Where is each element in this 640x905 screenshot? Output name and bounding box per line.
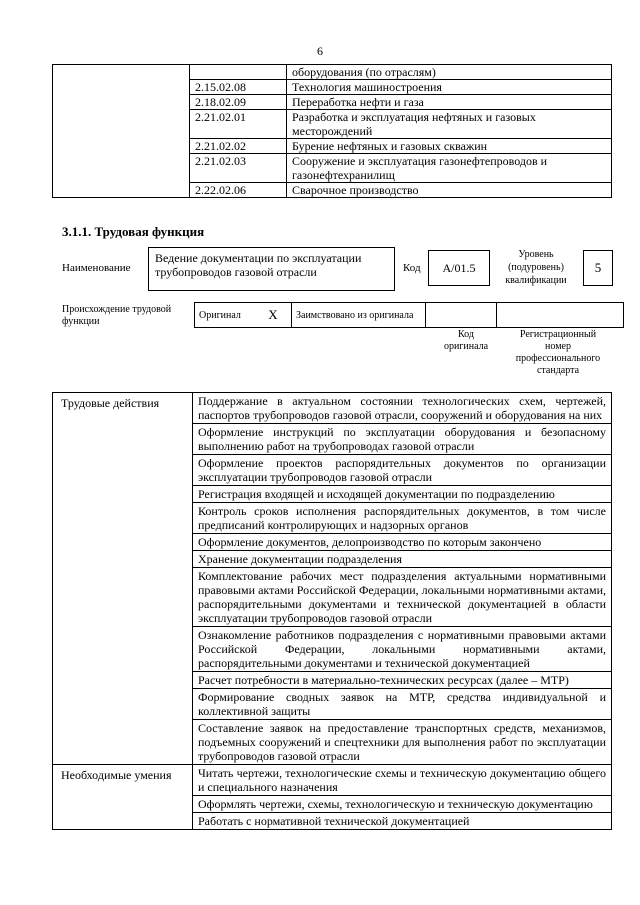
borrowed-label: Заимствовано из оригинала — [292, 303, 426, 328]
original-mark: X — [255, 303, 292, 328]
page-number: 6 — [317, 44, 323, 58]
labor-action-item: Ознакомление работников подразделения с нормативными правовыми актами Российской Федерации, локальными нормативными актами, распорядительными документами и технической документацией — [193, 627, 612, 672]
code-cell: 2.21.02.03 — [190, 154, 287, 183]
registration-number-cell — [497, 303, 624, 328]
table-row — [53, 765, 612, 796]
skill-item: Работать с нормативной технической документацией — [193, 813, 612, 830]
skills-label: Необходимые умения — [53, 765, 193, 830]
origin-label: Происхождение трудовой функции — [62, 304, 172, 327]
labor-action-item: Хранение документации подразделения — [193, 551, 612, 568]
level-label: Уровень (подуровень) квалификации — [505, 249, 567, 286]
name-cell: Переработка нефти и газа — [287, 95, 612, 110]
labor-action-item: Комплектование рабочих мест подразделения актуальными нормативными правовыми актами Российской Федерации, локальными нормативными актами, распорядительными документами и технической документацией в области эксплуатации трубопроводов газовой отрасли — [193, 568, 612, 627]
table-row — [53, 65, 612, 80]
skill-item: Читать чертежи, технологические схемы и техническую документацию общего и специального назначения — [193, 765, 612, 796]
labor-action-item: Оформление проектов распорядительных документов по организации эксплуатации трубопроводов газовой отрасли — [193, 455, 612, 486]
labor-action-item: Оформление инструкций по эксплуатации оборудования и безопасному выполнению работ на трубопроводах газовой отрасли — [193, 424, 612, 455]
code-cell: 2.21.02.01 — [190, 110, 287, 139]
labor-actions-label: Трудовые действия — [53, 393, 193, 765]
empty-label-cell — [53, 65, 190, 198]
origin-table — [194, 302, 624, 328]
original-label: Оригинал — [195, 303, 256, 328]
code-label: Код — [403, 262, 421, 274]
labor-action-item: Составление заявок на предоставление транспортных средств, механизмов, подъемных сооружений и спецтехники для выполнения работ по эксплуатации трубопроводов газовой отрасли — [193, 720, 612, 765]
skill-item: Оформлять чертежи, схемы, технологическую и техническую документацию — [193, 796, 612, 813]
labor-action-item: Расчет потребности в материально-технических ресурсах (далее – МТР) — [193, 672, 612, 689]
section-heading: 3.1.1. Трудовая функция — [62, 224, 205, 239]
labor-action-item: Регистрация входящей и исходящей документации по подразделению — [193, 486, 612, 503]
education-codes-table — [52, 64, 612, 198]
labor-action-item: Оформление документов, делопроизводство по которым закончено — [193, 534, 612, 551]
name-cell: Сварочное производство — [287, 183, 612, 198]
name-cell: Разработка и эксплуатация нефтяных и газовых месторождений — [287, 110, 612, 139]
code-cell: 2.21.02.02 — [190, 139, 287, 154]
qualification-level-box: 5 — [583, 250, 613, 286]
origin-code-caption: Код оригинала — [443, 329, 489, 352]
code-cell: 2.15.02.08 — [190, 80, 287, 95]
name-cell: Сооружение и эксплуатация газонефтепроводов и газонефтехранилищ — [287, 154, 612, 183]
code-cell: 2.22.02.06 — [190, 183, 287, 198]
labor-action-item: Контроль сроков исполнения распорядительных документов, в том числе предписаний контролирующих и надзорных органов — [193, 503, 612, 534]
labor-action-item: Поддержание в актуальном состоянии технологических схем, чертежей, паспортов трубопроводов газовой отрасли, сооружений и оборудования на них — [193, 393, 612, 424]
function-code-box: A/01.5 — [428, 250, 490, 286]
name-cell: Бурение нефтяных и газовых скважин — [287, 139, 612, 154]
function-name-box: Ведение документации по эксплуатации трубопроводов газовой отрасли — [148, 247, 395, 291]
labor-action-item: Формирование сводных заявок на МТР, средства индивидуальной и коллективной защиты — [193, 689, 612, 720]
name-cell: Технология машиностроения — [287, 80, 612, 95]
name-cell: оборудования (по отраслям) — [287, 65, 612, 80]
name-label: Наименование — [62, 262, 131, 274]
labor-actions-table — [52, 392, 612, 830]
code-cell: 2.18.02.09 — [190, 95, 287, 110]
table-row — [53, 393, 612, 424]
origin-code-cell — [426, 303, 497, 328]
registration-number-caption: Регистрационный номер профессионального стандарта — [515, 329, 601, 376]
code-cell — [190, 65, 287, 80]
